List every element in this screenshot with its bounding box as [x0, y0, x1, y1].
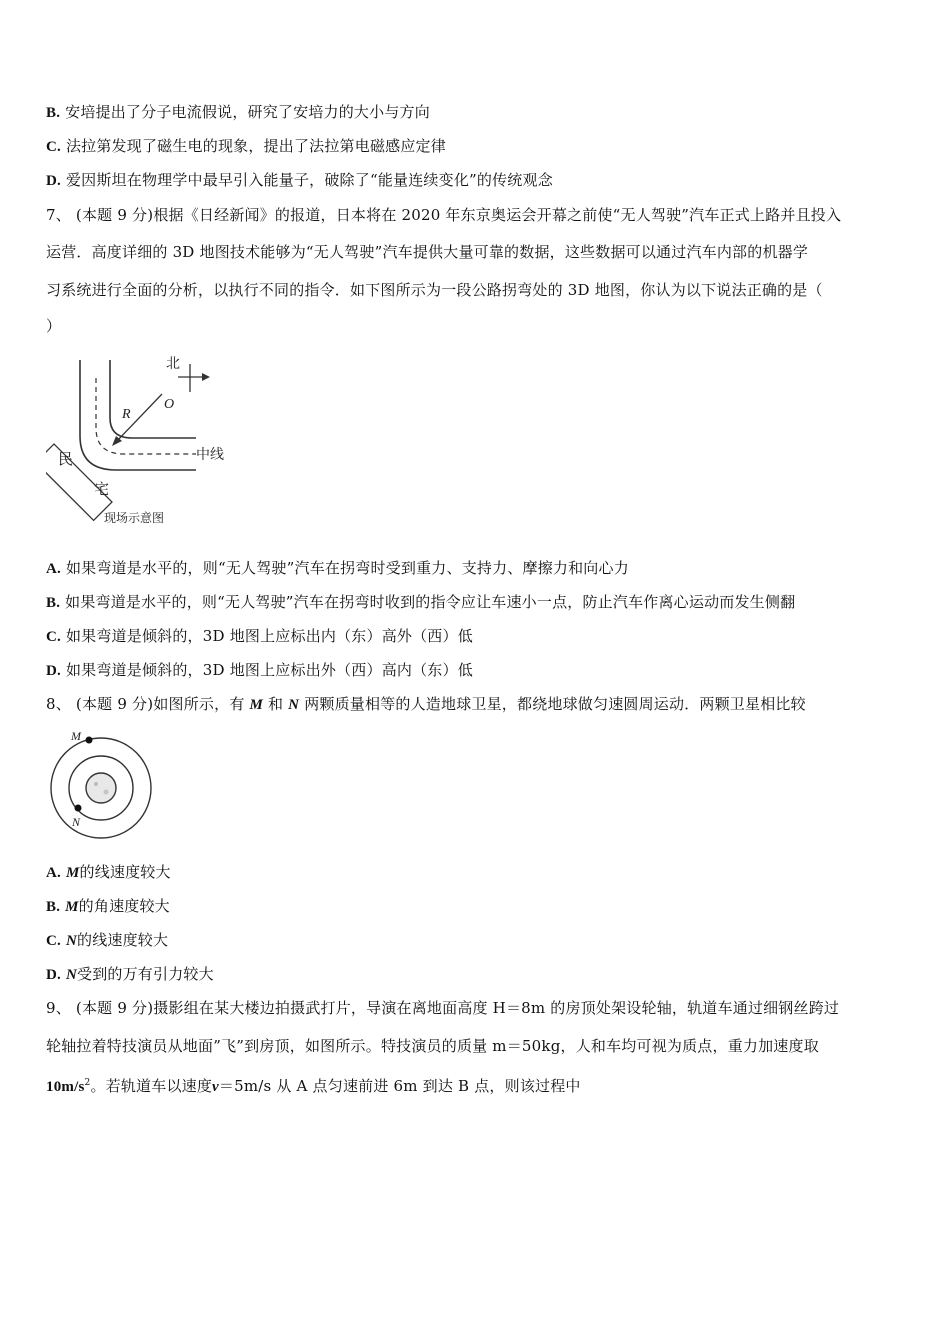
option-letter: B. [46, 595, 61, 611]
option-letter: B. [46, 899, 61, 915]
option-letter: C. [46, 629, 61, 645]
earth [86, 773, 116, 803]
exponent: 2 [84, 1078, 91, 1088]
option-letter: C. [46, 933, 61, 949]
q7-option-d [46, 660, 473, 681]
option-text: 如果弯道是倾斜的，3D 地图上应标出外（西）高内（东）低 [65, 661, 473, 679]
option-text: 如果弯道是倾斜的，3D 地图上应标出内（东）高外（西）低 [65, 627, 473, 645]
q9-stem-line-3 [46, 1073, 581, 1097]
question-number: 7、 [46, 206, 71, 224]
satellite-n-label: N [72, 815, 81, 829]
q8-option-a [46, 862, 171, 883]
q9-stem-line-1 [46, 998, 839, 1018]
satellite-m-symbol: M [249, 697, 264, 713]
option-text: 的角速度较大 [78, 897, 170, 915]
stem-text: 摄影组在某大楼边拍摄武打片，导演在离地面高度 H＝8m 的房顶处架设轮轴，轨道车通过细钢丝跨过 [153, 999, 840, 1017]
earth-texture [104, 790, 109, 795]
midline-label: 中线 [196, 447, 224, 463]
q8-option-d [46, 964, 214, 985]
stem-text-pre: 如图所示，有 [153, 695, 245, 713]
q7-option-a [46, 558, 629, 579]
option-symbol: M [65, 865, 80, 881]
option-letter: D. [46, 173, 61, 189]
stem-text: 根据《日经新闻》的报道，日本将在 2020 年东京奥运会开幕之前使“无人驾驶”汽车正式上路并且投入 [153, 206, 842, 224]
figure-caption: 现场示意图 [104, 511, 165, 525]
satellite-m [86, 737, 93, 744]
stem-text-and: 和 [268, 695, 284, 713]
q7-stem-line-2: 运营．高度详细的 3D 地图技术能够为“无人驾驶”汽车提供大量可靠的数据，这些数据可以通过汽车内部的机器学 [46, 243, 809, 261]
question-number: 9、 [46, 999, 71, 1017]
q7-stem-line-4: ） [46, 317, 62, 335]
option-text: 安培提出了分子电流假说，研究了安培力的大小与方向 [65, 103, 430, 121]
option-letter: C. [46, 139, 61, 155]
q7-stem-line-1 [46, 205, 841, 225]
option-letter: D. [46, 967, 61, 983]
q8-option-c [46, 930, 168, 951]
road-curve-figure [46, 348, 236, 530]
question-score: (本题 9 分) [75, 206, 154, 224]
q6-option-b [46, 102, 430, 123]
satellite-n [75, 805, 82, 812]
house-label-2: 宅 [94, 480, 110, 498]
option-text: 爱因斯坦在物理学中最早引入能量子，破除了“能量连续变化”的传统观念 [65, 171, 553, 189]
question-score: (本题 9 分) [75, 695, 154, 713]
stem-text: ＝5m/s 从 A 点匀速前进 6m 到达 B 点，则该过程中 [218, 1077, 581, 1095]
option-text: 如果弯道是水平的，则“无人驾驶”汽车在拐弯时受到重力、支持力、摩擦力和向心力 [65, 559, 629, 577]
center-o-label: O [164, 397, 175, 412]
stem-text-post: 两颗质量相等的人造地球卫星，都绕地球做匀速圆周运动．两颗卫星相比较 [304, 695, 806, 713]
north-label: 北 [166, 356, 180, 372]
option-text: 受到的万有引力较大 [77, 965, 214, 983]
satellite-m-label: M [71, 729, 81, 743]
option-symbol: N [65, 933, 77, 949]
option-letter: B. [46, 105, 61, 121]
option-text: 的线速度较大 [77, 931, 169, 949]
option-text: 法拉第发现了磁生电的现象，提出了法拉第电磁感应定律 [65, 137, 446, 155]
q9-stem-line-2: 轮轴拉着特技演员从地面”飞”到房顶，如图所示。特技演员的质量 m＝50kg，人和车均可视为质点，重力加速度取 [46, 1037, 819, 1055]
question-number: 8、 [46, 695, 71, 713]
satellite-n-symbol: N [288, 697, 300, 713]
earth-texture [94, 782, 98, 786]
velocity-symbol: v [212, 1079, 219, 1095]
option-letter: A. [46, 561, 61, 577]
q6-option-d [46, 170, 553, 191]
stem-text: 。若轨道车以速度 [90, 1077, 213, 1095]
acceleration-value: 10m/s [46, 1079, 85, 1095]
option-text: 如果弯道是水平的，则“无人驾驶”汽车在拐弯时收到的指令应让车速小一点，防止汽车作离心运动而发生侧翻 [65, 593, 796, 611]
q8-stem [46, 694, 806, 715]
option-letter: A. [46, 865, 61, 881]
q6-option-c [46, 136, 446, 157]
question-score: (本题 9 分) [75, 999, 154, 1017]
q7-option-c [46, 626, 473, 647]
radius-r-label: R [122, 407, 131, 422]
option-text: 的线速度较大 [79, 863, 171, 881]
q8-option-b [46, 896, 170, 917]
option-letter: D. [46, 663, 61, 679]
house-label-1: 民 [58, 450, 74, 468]
orbit-figure [44, 726, 158, 842]
option-symbol: N [65, 967, 77, 983]
q7-stem-line-3: 习系统进行全面的分析，以执行不同的指令．如下图所示为一段公路拐弯处的 3D 地图，你认为以下说法正确的是（ [46, 281, 823, 299]
option-symbol: M [65, 899, 79, 915]
q7-option-b [46, 592, 795, 613]
